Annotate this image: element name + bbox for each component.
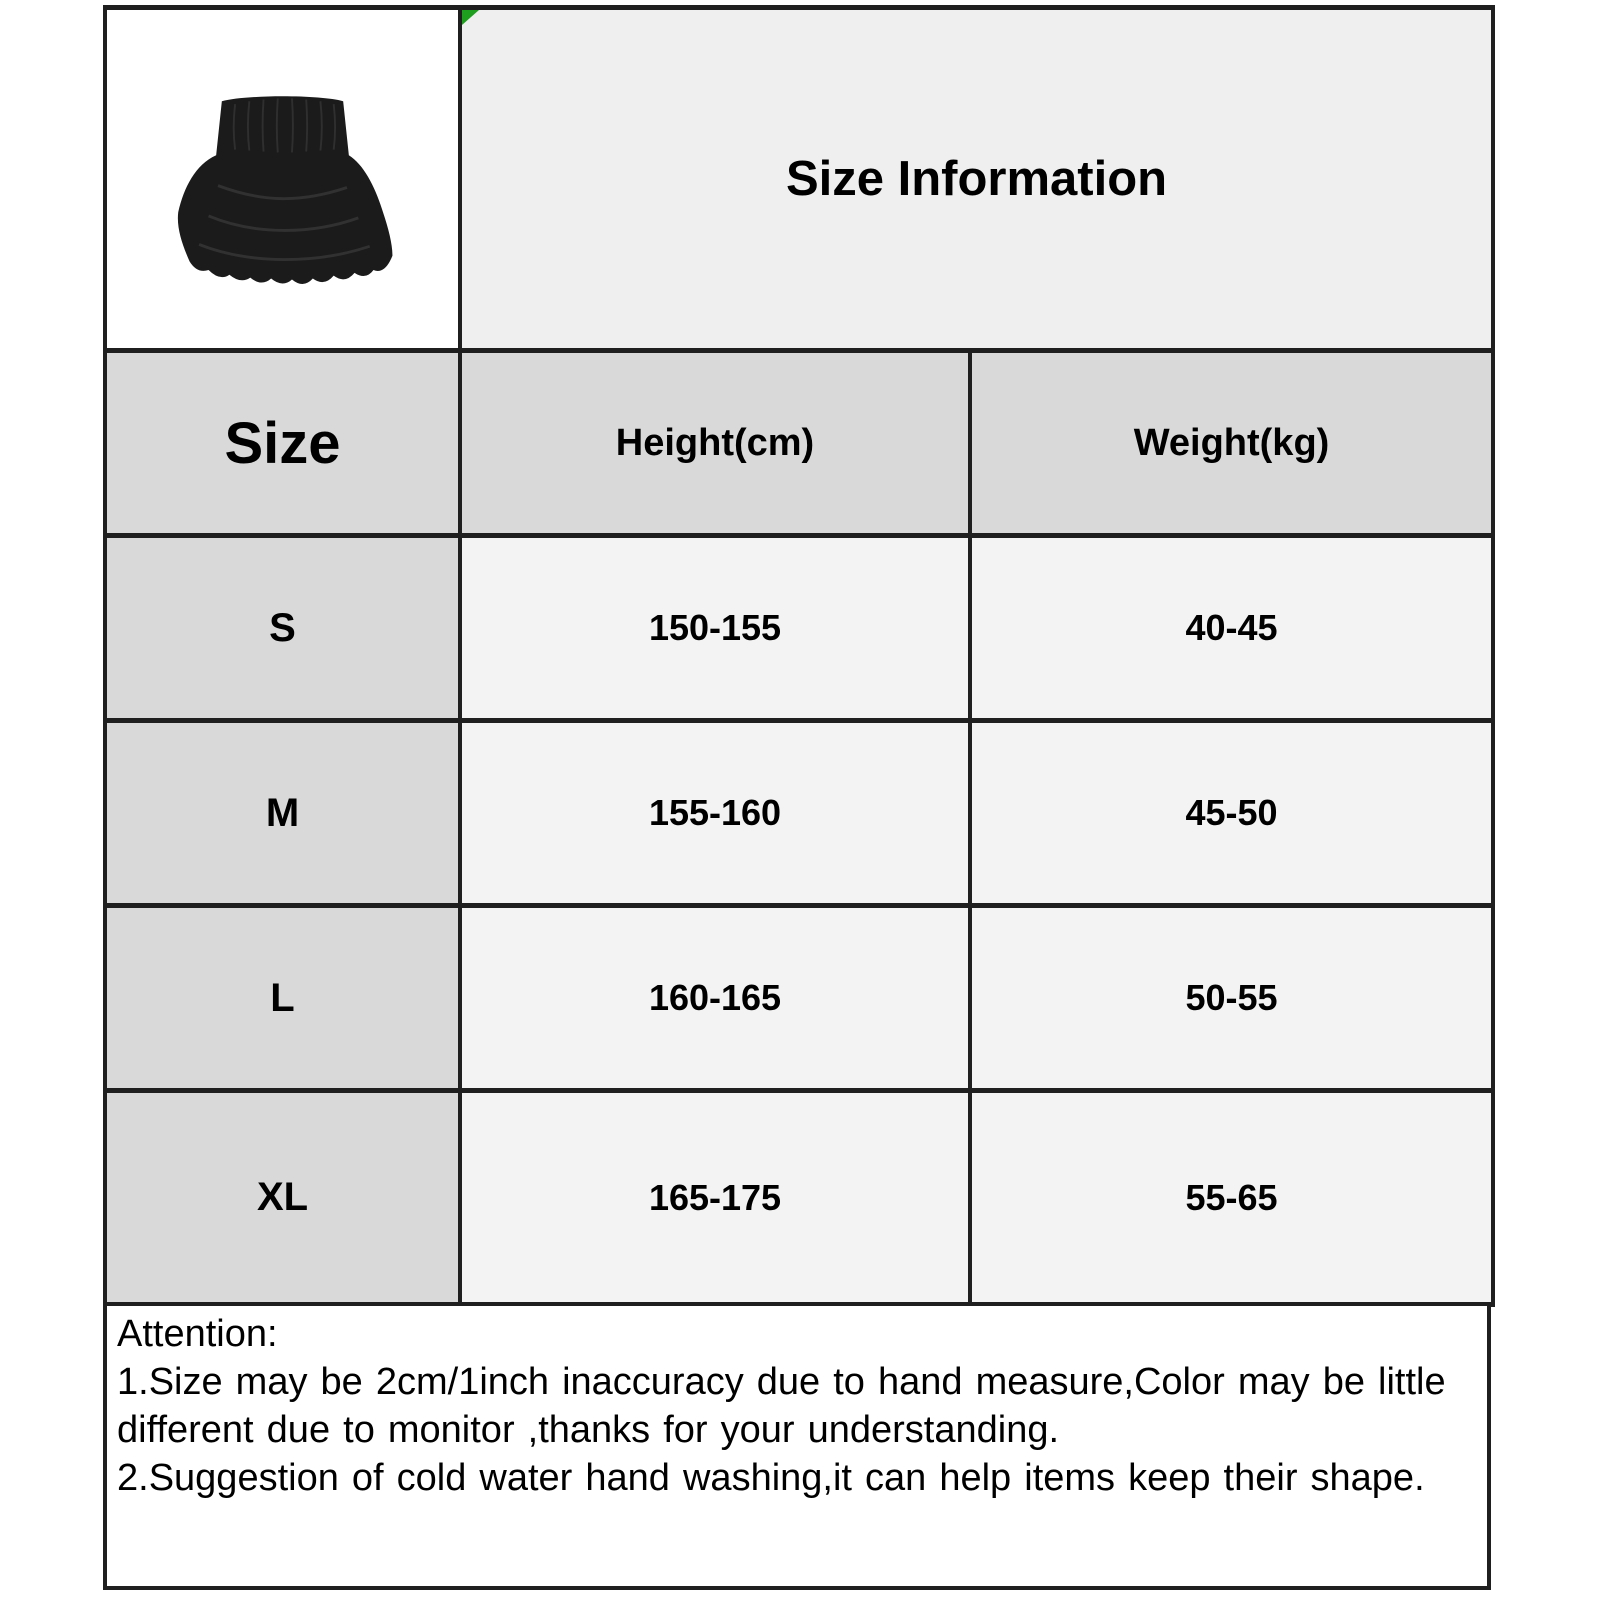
weight-cell: 50-55 (970, 906, 1493, 1091)
cell-error-indicator-icon (462, 10, 479, 25)
column-header-height: Height(cm) (460, 351, 970, 536)
header-row (105, 351, 1493, 536)
product-skirt-image (140, 70, 425, 288)
page-title: Size Information (785, 152, 1168, 206)
table-row (105, 721, 1493, 906)
column-header-weight: Weight(kg) (970, 351, 1493, 536)
size-cell: M (105, 721, 460, 906)
size-table (103, 5, 1495, 1307)
column-header-size: Size (105, 351, 460, 536)
title-cell (460, 8, 1493, 351)
weight-cell: 45-50 (970, 721, 1493, 906)
size-cell: S (105, 536, 460, 721)
table-row (105, 906, 1493, 1091)
attention-note-1-cont: different due to monitor ,thanks for your understanding. (117, 1409, 1060, 1451)
attention-note-1: 1.Size may be 2cm/1inch inaccuracy due to hand measure,Color may be little (117, 1361, 1446, 1403)
height-cell: 155-160 (460, 721, 970, 906)
height-cell: 160-165 (460, 906, 970, 1091)
table-row (105, 536, 1493, 721)
size-cell: L (105, 906, 460, 1091)
size-cell: XL (105, 1091, 460, 1305)
attention-note-2: 2.Suggestion of cold water hand washing,it can help items keep their shape. (117, 1457, 1425, 1499)
product-image-cell (105, 8, 460, 351)
height-cell: 150-155 (460, 536, 970, 721)
weight-cell: 40-45 (970, 536, 1493, 721)
attention-heading: Attention: (117, 1313, 278, 1355)
weight-cell: 55-65 (970, 1091, 1493, 1305)
title-row (105, 8, 1493, 351)
table-row (105, 1091, 1493, 1305)
attention-box (103, 1302, 1491, 1590)
height-cell: 165-175 (460, 1091, 970, 1305)
